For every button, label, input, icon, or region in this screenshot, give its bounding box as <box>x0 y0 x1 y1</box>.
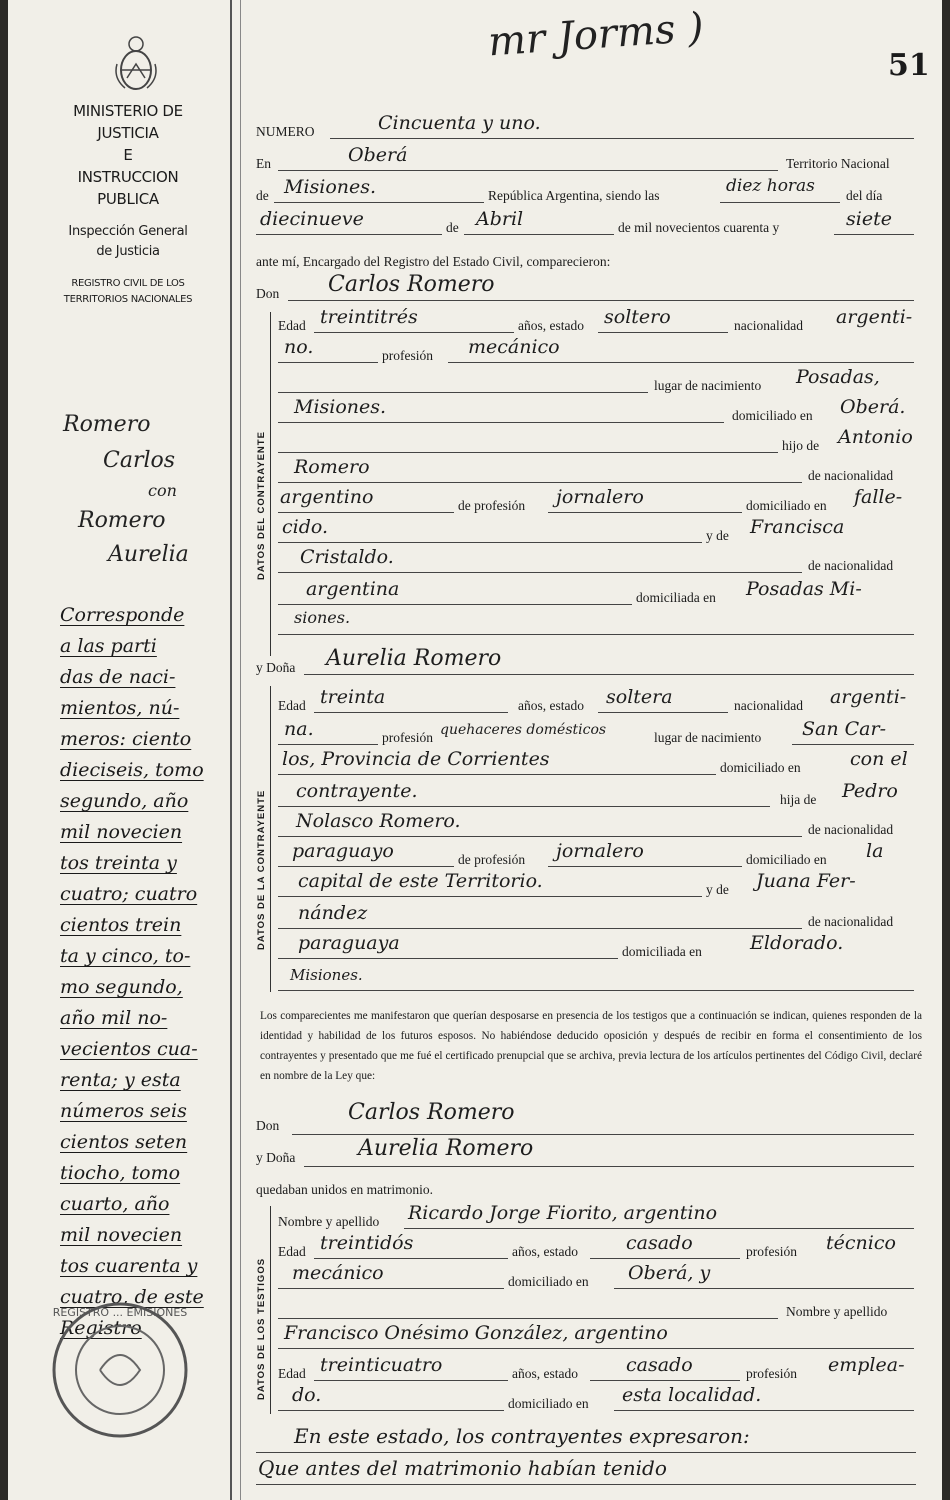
fill-line <box>278 170 778 171</box>
hand-f-dom2: contrayente. <box>296 780 418 802</box>
hand-f-lugar: San Car- <box>802 718 886 740</box>
fill-line <box>278 866 454 867</box>
label-profesion: profesión <box>746 1244 797 1259</box>
fill-line <box>614 1410 914 1411</box>
label-edad: Edad <box>278 318 306 333</box>
registry-line: TERRITORIOS NACIONALES <box>63 294 193 305</box>
coat-of-arms-icon <box>113 34 159 92</box>
hand-f-edad: treinta <box>320 686 386 708</box>
label-numero: NUMERO <box>256 124 315 139</box>
fill-line <box>256 1484 916 1485</box>
hand-t2-prof2: do. <box>292 1384 322 1406</box>
fill-line <box>834 234 914 235</box>
hand-f-padre2: Nolasco Romero. <box>296 810 461 832</box>
fill-line <box>288 300 914 301</box>
hand-en: Oberá <box>348 144 408 166</box>
inspection-heading <box>48 222 208 262</box>
registry-line: REGISTRO CIVIL DE LOS <box>71 278 185 289</box>
ministry-line: E <box>123 146 133 164</box>
label-anos-estado: años, estado <box>512 1244 578 1259</box>
note-line: Corresponde <box>60 604 185 626</box>
fill-line <box>314 1258 508 1259</box>
hand-f-padre1: Pedro <box>842 780 898 802</box>
hand-final-2: Que antes del matrimonio habían tenido <box>258 1456 667 1480</box>
label-edad: Edad <box>278 1366 306 1381</box>
note-line: tiocho, tomo <box>60 1162 181 1184</box>
hand-c-madre-dom2: siones. <box>294 608 351 627</box>
label-de: de <box>446 220 459 235</box>
fill-line <box>278 806 770 807</box>
label-domiciliado-en: domiciliado en <box>746 852 827 867</box>
label-mil: de mil novecientos cuarenta y <box>618 220 780 235</box>
registry-seal-icon <box>50 1300 190 1440</box>
note-line: renta; y esta <box>60 1069 181 1091</box>
label-don: Don <box>256 1118 280 1133</box>
label-y-dona: y Doña <box>256 1150 296 1165</box>
bracket <box>270 312 271 656</box>
hand-c-lugar: Posadas, <box>796 366 880 388</box>
label-de-profesion: de profesión <box>458 852 526 867</box>
fill-line <box>278 482 802 483</box>
top-signature: mr Jorms ) <box>486 4 706 66</box>
hand-horas: diez horas <box>726 176 815 196</box>
hand-decl-dona: Aurelia Romero <box>358 1136 534 1161</box>
fill-line <box>278 1318 778 1319</box>
label-don: Don <box>256 286 280 301</box>
hand-t1-prof: técnico <box>826 1232 896 1254</box>
left-margin-column <box>8 0 232 1500</box>
ministry-heading <box>48 100 208 308</box>
hand-f-dom: con el <box>850 748 908 770</box>
fill-line <box>278 604 632 605</box>
fill-line <box>278 1288 504 1289</box>
hand-don: Carlos Romero <box>328 272 495 297</box>
hand-f-padre-dom2: capital de este Territorio. <box>298 870 543 892</box>
label-hijo-de: hijo de <box>782 438 820 453</box>
note-line: vecientos cua- <box>60 1038 198 1060</box>
fill-line <box>314 1380 508 1381</box>
fill-line <box>614 1288 914 1289</box>
margin-name: Romero <box>63 412 151 437</box>
fill-line <box>548 512 742 513</box>
hand-c-padre-nac: argentino <box>280 486 374 508</box>
label-domiciliada-en: domiciliada en <box>622 944 702 959</box>
registry-heading <box>48 276 208 308</box>
fill-line <box>278 634 914 635</box>
margin-rule <box>240 0 241 1500</box>
hand-de: Misiones. <box>284 176 377 198</box>
label-territorio: Territorio Nacional <box>786 156 890 171</box>
fill-line <box>278 1348 914 1349</box>
hand-c-madre1: Francisca <box>750 516 845 538</box>
fill-line <box>278 896 702 897</box>
hand-numero: Cincuenta y uno. <box>378 112 541 134</box>
hand-t1-nombre: Ricardo Jorge Fiorito, argentino <box>408 1202 718 1224</box>
label-y-de: y de <box>706 882 729 897</box>
hand-final-1: En este estado, los contrayentes expresaron: <box>294 1424 750 1448</box>
hand-t2-estado: casado <box>626 1354 693 1376</box>
fill-line <box>278 958 618 959</box>
fill-line <box>548 866 742 867</box>
fill-line <box>792 744 914 745</box>
fill-line <box>278 392 648 393</box>
note-line: Registro <box>60 1317 142 1339</box>
margin-name: Aurelia <box>108 542 189 567</box>
hand-c-madre-dom: Posadas Mi- <box>746 578 862 600</box>
hand-dona: Aurelia Romero <box>326 646 502 671</box>
fill-line <box>278 572 802 573</box>
hand-f-madre-dom2: Misiones. <box>290 966 363 984</box>
bracket <box>270 1206 271 1414</box>
fill-line <box>304 674 914 675</box>
note-line: tos treinta y <box>60 852 177 874</box>
fill-line <box>598 712 728 713</box>
label-republica: República Argentina, siendo las <box>488 188 660 203</box>
note-line: cuarto, año <box>60 1193 170 1215</box>
hand-c-madre-nac: argentina <box>306 578 400 600</box>
label-nombre-apellido: Nombre y apellido <box>786 1304 888 1319</box>
label-lugar-nac: lugar de nacimiento <box>654 730 762 745</box>
inspection-line: de Justicia <box>96 244 160 259</box>
hand-c-padre1: Antonio <box>838 426 913 448</box>
label-del-dia: del día <box>846 188 883 203</box>
label-domiciliado-en: domiciliado en <box>508 1396 589 1411</box>
hand-c-padre-prof: jornalero <box>556 486 644 508</box>
note-line: das de naci- <box>60 666 176 688</box>
fill-line <box>278 452 778 453</box>
label-domiciliada-en: domiciliada en <box>636 590 716 605</box>
fill-line <box>464 234 614 235</box>
note-line: mo segundo, <box>60 976 183 998</box>
fill-line <box>314 332 514 333</box>
label-hija-de: hija de <box>780 792 817 807</box>
hand-c-lugar2: Misiones. <box>294 396 387 418</box>
fill-line <box>278 512 454 513</box>
label-profesion: profesión <box>382 348 433 363</box>
hand-f-prof: quehaceres domésticos <box>440 722 607 738</box>
hand-c-madre2: Cristaldo. <box>300 546 394 568</box>
note-line: mientos, nú- <box>60 697 180 719</box>
label-nacionalidad: nacionalidad <box>734 318 803 333</box>
side-label-contrayente-f: DATOS DE LA CONTRAYENTE <box>256 789 267 950</box>
note-line: segundo, año <box>60 790 189 812</box>
note-line: cientos trein <box>60 914 182 936</box>
fill-line <box>314 712 508 713</box>
hand-c-dom: Oberá. <box>840 396 906 418</box>
hand-f-padre-nac: paraguayo <box>292 840 394 862</box>
hand-c-padre2: Romero <box>294 456 370 478</box>
fill-line <box>278 928 802 929</box>
hand-t2-prof: emplea- <box>828 1354 905 1376</box>
hand-f-padre-prof: jornalero <box>556 840 644 862</box>
fill-line <box>292 1134 914 1135</box>
margin-name: con <box>148 481 177 500</box>
hand-c-padre-dom: falle- <box>854 486 903 508</box>
fill-line <box>278 542 702 543</box>
fill-line <box>330 138 914 139</box>
hand-t1-prof2: mecánico <box>292 1262 384 1284</box>
hand-f-padre-dom: la <box>866 840 884 862</box>
hand-t1-dom: Oberá, y <box>628 1262 711 1284</box>
hand-mes: Abril <box>476 208 524 230</box>
side-label-contrayente: DATOS DEL CONTRAYENTE <box>256 431 267 580</box>
label-domiciliado-en: domiciliado en <box>732 408 813 423</box>
fill-line <box>256 1452 916 1453</box>
note-line: mil novecien <box>60 1224 183 1246</box>
label-profesion: profesión <box>746 1366 797 1381</box>
hand-f-lugar2: los, Provincia de Corrientes <box>282 748 550 770</box>
label-anos-estado: años, estado <box>518 318 584 333</box>
fill-line <box>278 422 724 423</box>
label-anos-estado: años, estado <box>518 698 584 713</box>
hand-f-madre2: nández <box>298 902 368 924</box>
hand-c-padre-dom2: cido. <box>282 516 329 538</box>
label-de: de <box>256 188 269 203</box>
note-line: cuatro; cuatro <box>60 883 198 905</box>
hand-f-madre-nac: paraguaya <box>298 932 400 954</box>
label-en: En <box>256 156 271 171</box>
label-domiciliado-en: domiciliado en <box>720 760 801 775</box>
label-anos-estado: años, estado <box>512 1366 578 1381</box>
fill-line <box>720 202 840 203</box>
ministry-line: INSTRUCCION PUBLICA <box>77 168 179 208</box>
hand-f-estado: soltera <box>606 686 673 708</box>
hand-decl-don: Carlos Romero <box>348 1100 515 1125</box>
note-line: tos cuarenta y <box>60 1255 198 1277</box>
label-ante: ante mí, Encargado del Registro del Estado Civil, comparecieron: <box>256 254 611 269</box>
fill-line <box>278 744 378 745</box>
margin-note <box>60 600 230 1344</box>
seal-text: REGISTRO ... EMISIONES <box>52 1306 188 1319</box>
hand-t2-nombre: Francisco Onésimo González, argentino <box>284 1322 668 1344</box>
label-profesion: profesión <box>382 730 433 745</box>
inspection-line: Inspección General <box>68 224 188 239</box>
bracket <box>270 686 271 992</box>
fill-line <box>278 774 716 775</box>
hand-c-nac: argenti- <box>836 306 913 328</box>
label-nacionalidad: nacionalidad <box>734 698 803 713</box>
label-edad: Edad <box>278 698 306 713</box>
label-y-de: y de <box>706 528 729 543</box>
margin-name: Romero <box>78 508 166 533</box>
fill-line <box>598 332 728 333</box>
hand-t1-estado: casado <box>626 1232 693 1254</box>
label-de-nacionalidad: de nacionalidad <box>808 558 894 573</box>
hand-f-madre-dom: Eldorado. <box>750 932 844 954</box>
hand-t2-dom: esta localidad. <box>622 1384 762 1406</box>
label-de-nacionalidad: de nacionalidad <box>808 914 894 929</box>
note-line: ta y cinco, to- <box>60 945 191 967</box>
hand-anio: siete <box>846 208 892 230</box>
label-quedaban: quedaban unidos en matrimonio. <box>256 1182 433 1197</box>
side-label-testigos: DATOS DE LOS TESTIGOS <box>256 1257 267 1400</box>
note-line: a las parti <box>60 635 157 657</box>
note-line: dieciseis, tomo <box>60 759 204 781</box>
fill-line <box>278 362 378 363</box>
hand-t2-edad: treinticuatro <box>320 1354 443 1376</box>
fill-line <box>256 234 442 235</box>
label-de-nacionalidad: de nacionalidad <box>808 822 894 837</box>
note-line: números seis <box>60 1100 187 1122</box>
ministry-line: MINISTERIO DE JUSTICIA <box>73 102 183 142</box>
fill-line <box>278 836 802 837</box>
fill-line <box>404 1228 914 1229</box>
fill-line <box>448 362 914 363</box>
label-y-dona: y Doña <box>256 660 296 675</box>
hand-t1-edad: treintidós <box>320 1232 414 1254</box>
label-de-nacionalidad: de nacionalidad <box>808 468 894 483</box>
certificate-page <box>8 0 942 1500</box>
fill-line <box>590 1258 740 1259</box>
fill-line <box>304 1166 914 1167</box>
label-domiciliado-en: domiciliado en <box>508 1274 589 1289</box>
hand-c-estado: soltero <box>604 306 671 328</box>
declaration-paragraph: Los comparecientes me manifestaron que querían desposarse en presencia de los testigos que a continuación se indican, quienes responden de la identidad y habilidad de los futuros esposos. No habiéndose deducido oposición y después de recibir en forma el consentimiento de los contrayentes y presentado que me fué el certificado prenupcial que se archiva, previa lectura de los artículos pertinentes del Código Civil, declaré en nombre de la Ley que: <box>260 1010 922 1082</box>
note-line: meros: ciento <box>60 728 192 750</box>
fill-line <box>278 990 914 991</box>
label-edad: Edad <box>278 1244 306 1259</box>
label-lugar-nac: lugar de nacimiento <box>654 378 762 393</box>
hand-f-madre1: Juana Fer- <box>756 870 856 892</box>
fill-line <box>590 1380 740 1381</box>
label-nombre-apellido: Nombre y apellido <box>278 1214 380 1229</box>
fill-line <box>274 202 484 203</box>
label-de-profesion: de profesión <box>458 498 526 513</box>
note-line: cientos seten <box>60 1131 188 1153</box>
hand-c-nac2: no. <box>284 336 314 358</box>
page-number: 51 <box>888 48 930 83</box>
hand-f-nac: argenti- <box>830 686 907 708</box>
note-line: cuatro, de este <box>60 1286 204 1308</box>
hand-c-edad: treintitrés <box>320 306 418 328</box>
hand-c-prof: mecánico <box>468 336 560 358</box>
label-domiciliado-en: domiciliado en <box>746 498 827 513</box>
note-line: año mil no- <box>60 1007 168 1029</box>
fill-line <box>278 1410 504 1411</box>
hand-dia: diecinueve <box>260 208 364 230</box>
margin-name: Carlos <box>103 448 176 473</box>
note-line: mil novecien <box>60 821 183 843</box>
hand-f-nac2: na. <box>284 718 314 740</box>
